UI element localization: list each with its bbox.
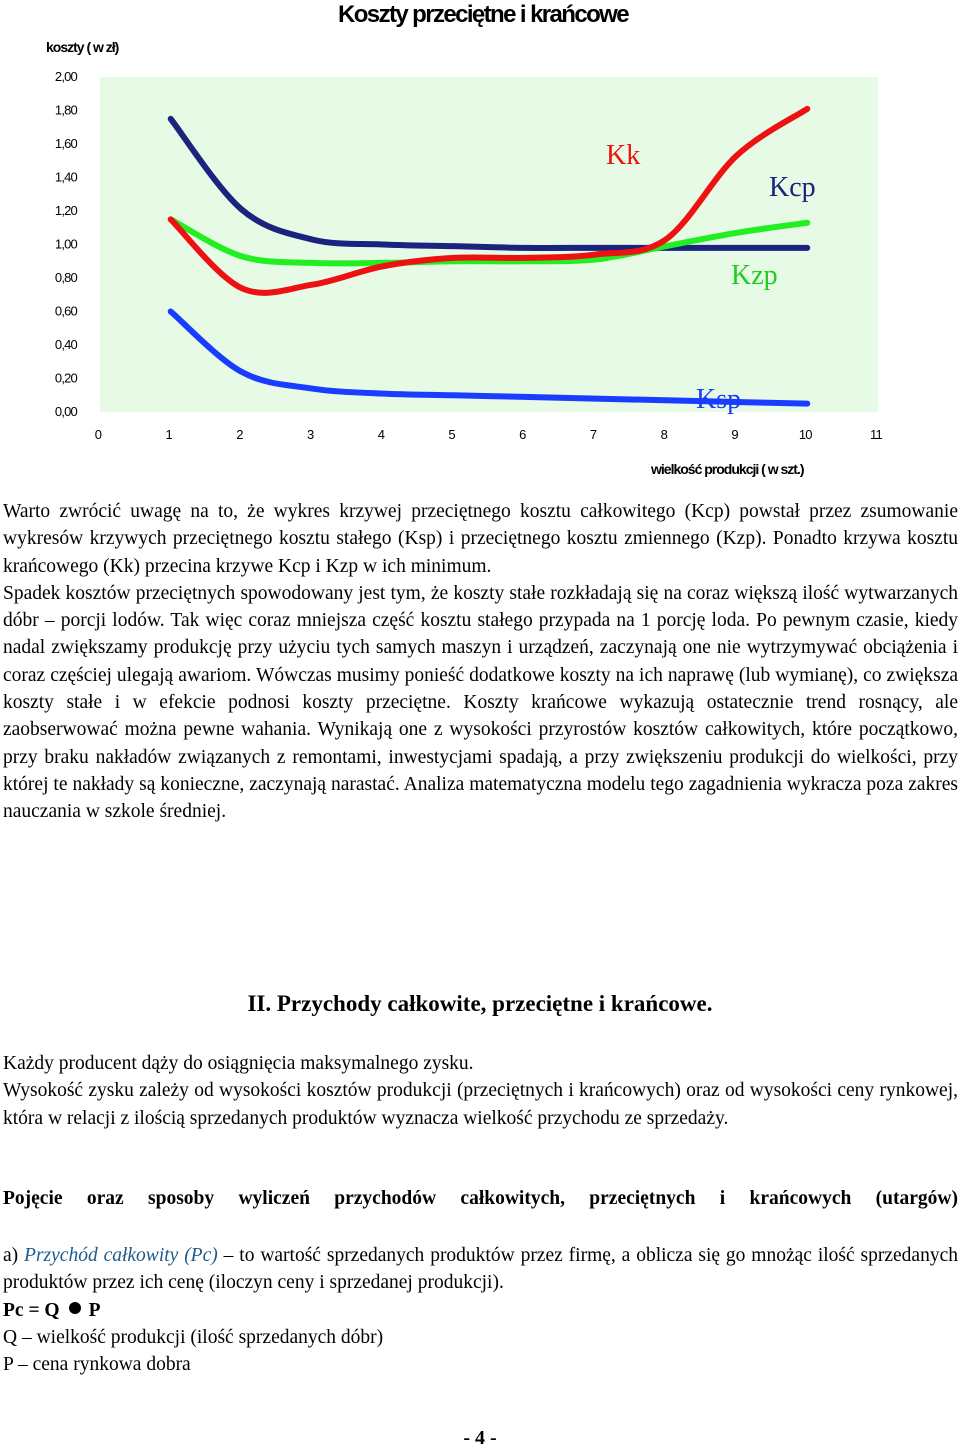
x-tick-label: 2: [236, 427, 243, 442]
x-tick-label: 4: [377, 427, 385, 442]
subheading: Pojęcie oraz sposoby wyliczeń przychodów całkowitych, przeciętnych i krańcowych (utargów): [3, 1188, 958, 1209]
paragraph-2-sentence-3: Po pewnym czasie, kiedy nadal zwiększamy produkcję przy użyciu tych samych maszyn i urządzeń, zaczynają one nie wytrzymywać obciążenia i coraz częściej ulegają awariom.: [3, 610, 959, 686]
x-tick-label: 1: [165, 427, 172, 442]
y-tick-labels: [55, 69, 78, 419]
definition-paragraph: [3, 1242, 958, 1297]
x-tick-label: 6: [519, 427, 526, 442]
paragraph-2-sentence-7: Analiza matematyczna modelu tego zagadnienia wykracza poza zakres nauczania w szkole średniej.: [3, 773, 958, 823]
y-tick-label: 1,20: [54, 203, 77, 218]
x-tick-label: 11: [870, 427, 882, 442]
formula: [3, 1297, 958, 1324]
y-tick-label: 1,00: [54, 236, 77, 252]
x-tick-label: 3: [306, 427, 314, 442]
definition-block: [3, 1242, 958, 1378]
y-tick-label: 0,20: [54, 370, 77, 386]
cost-chart: [0, 0, 960, 480]
series-label-kcp: Kcp: [769, 172, 816, 203]
definition-term: Przychód całkowity (Pc): [24, 1245, 218, 1266]
intro-line-1: Każdy producent dąży do osiągnięcia maksymalnego zysku.: [3, 1053, 474, 1074]
y-tick-label: 0,80: [54, 270, 77, 285]
y-tick-label: 0,40: [54, 337, 77, 352]
series-label-kzp: Kzp: [731, 260, 778, 291]
page-number: - 4 -: [463, 1427, 497, 1449]
y-axis-label: koszty ( w zł): [46, 39, 119, 55]
x-tick-label: 10: [798, 427, 812, 442]
y-tick-label: 1,80: [54, 102, 77, 118]
paragraph-2-sentence-6: Wynikają one z wysokości przyrostów kosztów całkowitych, które początkowo, przy braku nakładów związanych z remontami, inwestycjami spadają, a przy zwiększeniu produkcji do wielkości, przy której te nakłady są konieczne, zaczynają narastać.: [3, 719, 958, 795]
x-tick-label: 7: [589, 427, 597, 442]
legend-p: P – cena rynkowa dobra: [3, 1354, 191, 1376]
paragraph-2-sentence-1: Spadek kosztów przeciętnych spowodowany jest tym, że koszty stałe rozkładają się na coraz większą ilość wytwarzanych dóbr – porcji lodów.: [3, 582, 958, 632]
paragraph-1-sentence-1: Warto zwrócić uwagę na to, że wykres krzywej przeciętnego kosztu całkowitego (Kcp) powstał przez zsumowanie wykresów krzywych przeciętnego kosztu stałego (Ksp) i przeciętnego kosztu zmiennego (Kzp).: [3, 501, 958, 550]
x-tick-label: 8: [660, 427, 668, 442]
section-intro: [3, 1050, 958, 1132]
formula-left: Pc = Q: [3, 1299, 60, 1321]
definition-label: a): [3, 1245, 25, 1266]
y-tick-label: 1,60: [54, 136, 77, 151]
paragraph-curves: [3, 498, 958, 826]
paragraph-2-sentence-2: Tak więc coraz mniejsza część kosztu stałego przypada na 1 porcję loda.: [170, 610, 757, 632]
y-tick-label: 0,60: [54, 303, 77, 319]
paragraph-2-sentence-5: Koszty krańcowe wykazują ostatecznie trend rosnący, ale zaobserwować można pewne wahania.: [3, 692, 959, 741]
x-tick-label: 0: [94, 427, 102, 442]
x-tick-label: 5: [448, 427, 455, 442]
definition-text: – to wartość sprzedanych produktów przez firmę, a oblicza się go mnożąc ilość sprzedanych produktów przez ich cenę (iloczyn ceny i sprzedanej produkcji).: [3, 1245, 958, 1294]
x-tick-labels: [95, 427, 883, 442]
series-label-kk: Kk: [606, 140, 641, 171]
y-tick-label: 2,00: [54, 69, 77, 84]
section-heading: II. Przychody całkowite, przeciętne i krańcowe.: [247, 991, 713, 1016]
x-axis-label: wielkość produkcji ( w szt.): [651, 461, 804, 477]
series-label-ksp: Ksp: [696, 384, 742, 415]
chart-title: Koszty przeciętne i krańcowe: [338, 1, 628, 28]
legend-q: Q – wielkość produkcji (ilość sprzedanych dóbr): [3, 1326, 384, 1348]
y-tick-label: 0,00: [54, 404, 77, 419]
multiplication-dot-icon: [69, 1302, 81, 1314]
x-tick-label: 9: [731, 427, 738, 442]
paragraph-2-sentence-4: Wówczas musimy ponieść dodatkowe koszty na ich naprawę (lub wymianę), co zwiększa koszty stałe i w efekcie podnosi koszty przeciętne.: [3, 664, 959, 714]
intro-line-2: Wysokość zysku zależy od wysokości kosztów produkcji (przeciętnych i krańcowych) oraz od wysokości ceny rynkowej, która w relacji z ilością sprzedanych produktów wyznacza wielkość przychodu ze sprzedaży.: [3, 1080, 958, 1129]
y-tick-label: 1,40: [54, 169, 77, 185]
paragraph-1-sentence-2: Ponadto krzywa kosztu krańcowego (Kk) przecina krzywe Kcp i Kzp w ich minimum.: [3, 528, 959, 577]
formula-right: P: [88, 1299, 101, 1321]
